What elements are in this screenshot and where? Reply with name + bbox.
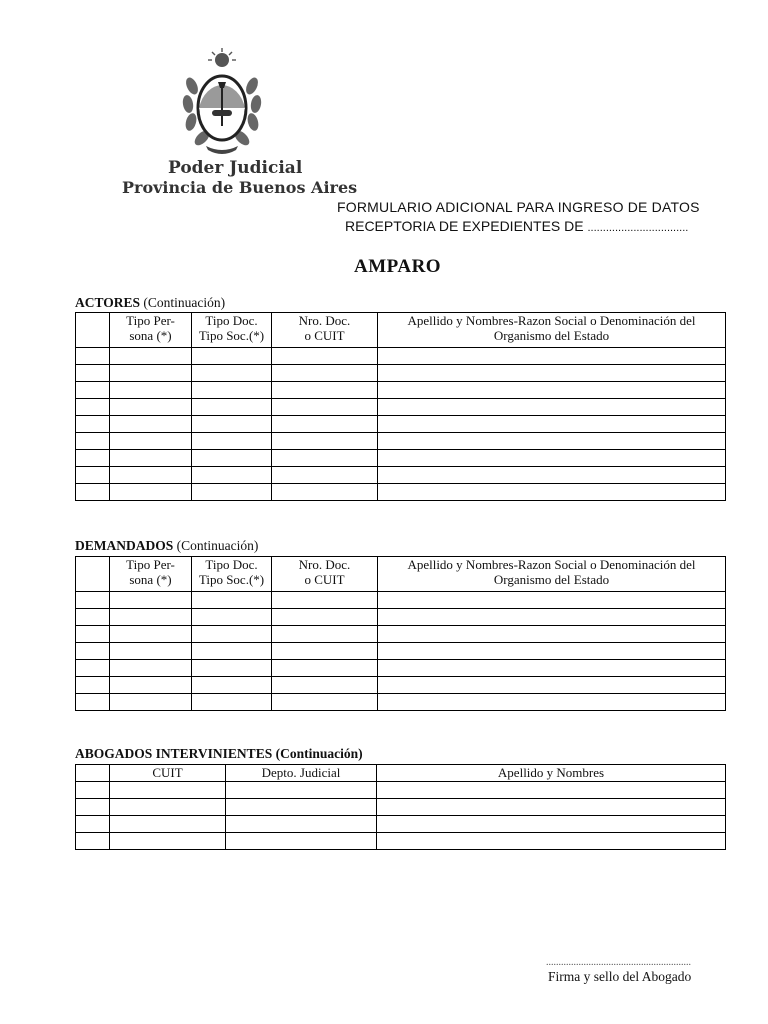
demandados-col-header: Tipo Per- sona (*) bbox=[110, 557, 192, 592]
signature-label: Firma y sello del Abogado bbox=[548, 969, 692, 984]
org-name-line2: Provincia de Buenos Aires bbox=[122, 178, 358, 197]
table-row bbox=[76, 348, 726, 365]
table-cell-input[interactable] bbox=[110, 609, 192, 626]
table-cell-input[interactable] bbox=[272, 660, 378, 677]
table-cell-input[interactable] bbox=[76, 816, 110, 833]
table-cell-input[interactable] bbox=[272, 467, 378, 484]
table-cell-input[interactable] bbox=[272, 382, 378, 399]
table-cell-input[interactable] bbox=[76, 626, 110, 643]
table-cell-input[interactable] bbox=[76, 609, 110, 626]
form-subtitle-dots: ................................. bbox=[587, 222, 689, 234]
table-row bbox=[76, 484, 726, 501]
table-cell-input[interactable] bbox=[110, 799, 226, 816]
demandados-header-row bbox=[76, 557, 726, 592]
table-cell-input[interactable] bbox=[377, 782, 726, 799]
table-cell-input[interactable] bbox=[110, 816, 226, 833]
table-cell-input[interactable] bbox=[76, 799, 110, 816]
table-cell-input[interactable] bbox=[192, 626, 272, 643]
table-cell-input[interactable] bbox=[76, 433, 110, 450]
demandados-col-header bbox=[76, 557, 110, 592]
table-cell-input[interactable] bbox=[192, 365, 272, 382]
table-cell-input[interactable] bbox=[272, 365, 378, 382]
table-cell-input[interactable] bbox=[76, 450, 110, 467]
table-cell-input[interactable] bbox=[110, 399, 192, 416]
table-cell-input[interactable] bbox=[192, 450, 272, 467]
table-cell-input[interactable] bbox=[110, 782, 226, 799]
table-cell-input[interactable] bbox=[272, 643, 378, 660]
table-cell-input[interactable] bbox=[192, 643, 272, 660]
table-cell-input[interactable] bbox=[110, 660, 192, 677]
table-cell-input[interactable] bbox=[192, 592, 272, 609]
table-cell-input[interactable] bbox=[272, 433, 378, 450]
table-cell-input[interactable] bbox=[110, 382, 192, 399]
table-cell-input[interactable] bbox=[378, 677, 726, 694]
table-cell-input[interactable] bbox=[378, 467, 726, 484]
demandados-section-title bbox=[75, 538, 258, 554]
table-cell-input[interactable] bbox=[378, 399, 726, 416]
abogados-title: ABOGADOS INTERVINIENTES bbox=[75, 746, 273, 761]
signature-line: .......................................................... bbox=[546, 957, 691, 968]
table-cell-input[interactable] bbox=[377, 799, 726, 816]
table-cell-input[interactable] bbox=[378, 660, 726, 677]
table-row bbox=[76, 433, 726, 450]
abogados-col-header bbox=[76, 765, 110, 782]
table-row bbox=[76, 450, 726, 467]
actores-header-row bbox=[76, 313, 726, 348]
table-cell-input[interactable] bbox=[110, 450, 192, 467]
table-cell-input[interactable] bbox=[226, 799, 377, 816]
table-cell-input[interactable] bbox=[76, 484, 110, 501]
table-row bbox=[76, 399, 726, 416]
table-cell-input[interactable] bbox=[110, 416, 192, 433]
form-title: FORMULARIO ADICIONAL PARA INGRESO DE DATOS bbox=[337, 199, 700, 215]
table-row bbox=[76, 799, 726, 816]
actores-col-header: Nro. Doc. o CUIT bbox=[272, 313, 378, 348]
table-cell-input[interactable] bbox=[192, 399, 272, 416]
actores-table bbox=[75, 312, 726, 501]
table-cell-input[interactable] bbox=[76, 467, 110, 484]
sun-icon bbox=[208, 48, 236, 67]
table-cell-input[interactable] bbox=[76, 660, 110, 677]
table-cell-input[interactable] bbox=[272, 348, 378, 365]
table-cell-input[interactable] bbox=[76, 416, 110, 433]
actores-col-header: Tipo Doc. Tipo Soc.(*) bbox=[192, 313, 272, 348]
page-title: AMPARO bbox=[354, 256, 442, 277]
table-cell-input[interactable] bbox=[76, 694, 110, 711]
abogados-col-header: Apellido y Nombres bbox=[377, 765, 726, 782]
table-cell-input[interactable] bbox=[192, 416, 272, 433]
table-cell-input[interactable] bbox=[76, 399, 110, 416]
table-cell-input[interactable] bbox=[378, 382, 726, 399]
table-cell-input[interactable] bbox=[192, 660, 272, 677]
table-cell-input[interactable] bbox=[378, 592, 726, 609]
table-cell-input[interactable] bbox=[76, 382, 110, 399]
actores-col-header bbox=[76, 313, 110, 348]
demandados-col-header: Apellido y Nombres-Razon Social o Denominación del Organismo del Estado bbox=[378, 557, 726, 592]
table-cell-input[interactable] bbox=[76, 348, 110, 365]
table-cell-input[interactable] bbox=[76, 833, 110, 850]
table-cell-input[interactable] bbox=[110, 484, 192, 501]
table-row bbox=[76, 677, 726, 694]
table-cell-input[interactable] bbox=[272, 484, 378, 501]
abogados-col-header: CUIT bbox=[110, 765, 226, 782]
table-row bbox=[76, 382, 726, 399]
abogados-table bbox=[75, 764, 726, 850]
table-cell-input[interactable] bbox=[110, 348, 192, 365]
table-row bbox=[76, 467, 726, 484]
table-cell-input[interactable] bbox=[192, 433, 272, 450]
table-cell-input[interactable] bbox=[378, 484, 726, 501]
table-cell-input[interactable] bbox=[378, 365, 726, 382]
table-cell-input[interactable] bbox=[226, 816, 377, 833]
table-cell-input[interactable] bbox=[378, 450, 726, 467]
table-cell-input[interactable] bbox=[378, 694, 726, 711]
table-cell-input[interactable] bbox=[76, 365, 110, 382]
table-cell-input[interactable] bbox=[272, 399, 378, 416]
table-cell-input[interactable] bbox=[76, 643, 110, 660]
table-row bbox=[76, 609, 726, 626]
table-cell-input[interactable] bbox=[192, 348, 272, 365]
table-cell-input[interactable] bbox=[192, 677, 272, 694]
abogados-section-title bbox=[75, 746, 363, 762]
table-cell-input[interactable] bbox=[110, 643, 192, 660]
table-cell-input[interactable] bbox=[110, 694, 192, 711]
org-name-line1: Poder Judicial bbox=[168, 158, 303, 178]
actores-col-header: Tipo Per- sona (*) bbox=[110, 313, 192, 348]
table-cell-input[interactable] bbox=[76, 677, 110, 694]
table-cell-input[interactable] bbox=[76, 592, 110, 609]
table-row bbox=[76, 365, 726, 382]
table-cell-input[interactable] bbox=[110, 626, 192, 643]
table-cell-input[interactable] bbox=[272, 626, 378, 643]
table-cell-input[interactable] bbox=[192, 382, 272, 399]
table-cell-input[interactable] bbox=[110, 433, 192, 450]
abogados-suffix: (Continuación) bbox=[275, 746, 363, 761]
table-row bbox=[76, 643, 726, 660]
coat-of-arms-seal bbox=[178, 46, 266, 158]
table-cell-input[interactable] bbox=[192, 484, 272, 501]
table-cell-input[interactable] bbox=[272, 592, 378, 609]
abogados-header-row bbox=[76, 765, 726, 782]
form-subtitle-text: RECEPTORIA DE EXPEDIENTES DE bbox=[345, 218, 584, 234]
actores-suffix: (Continuación) bbox=[143, 295, 226, 310]
table-cell-input[interactable] bbox=[192, 694, 272, 711]
table-cell-input[interactable] bbox=[110, 365, 192, 382]
table-cell-input[interactable] bbox=[378, 609, 726, 626]
table-cell-input[interactable] bbox=[377, 833, 726, 850]
table-cell-input[interactable] bbox=[192, 467, 272, 484]
demandados-table bbox=[75, 556, 726, 711]
demandados-suffix: (Continuación) bbox=[176, 538, 259, 553]
table-cell-input[interactable] bbox=[110, 467, 192, 484]
table-cell-input[interactable] bbox=[226, 833, 377, 850]
table-cell-input[interactable] bbox=[272, 450, 378, 467]
table-cell-input[interactable] bbox=[378, 626, 726, 643]
table-cell-input[interactable] bbox=[272, 609, 378, 626]
table-row bbox=[76, 694, 726, 711]
table-cell-input[interactable] bbox=[192, 609, 272, 626]
table-row bbox=[76, 816, 726, 833]
table-row bbox=[76, 833, 726, 850]
table-cell-input[interactable] bbox=[76, 782, 110, 799]
table-cell-input[interactable] bbox=[272, 694, 378, 711]
table-row bbox=[76, 660, 726, 677]
abogados-col-header: Depto. Judicial bbox=[226, 765, 377, 782]
table-cell-input[interactable] bbox=[110, 592, 192, 609]
table-row bbox=[76, 592, 726, 609]
actores-section-title bbox=[75, 295, 225, 311]
actores-title: ACTORES bbox=[75, 295, 141, 310]
table-cell-input[interactable] bbox=[226, 782, 377, 799]
table-cell-input[interactable] bbox=[378, 433, 726, 450]
table-cell-input[interactable] bbox=[378, 416, 726, 433]
demandados-col-header: Nro. Doc. o CUIT bbox=[272, 557, 378, 592]
table-row bbox=[76, 416, 726, 433]
actores-col-header: Apellido y Nombres-Razon Social o Denominación del Organismo del Estado bbox=[378, 313, 726, 348]
table-cell-input[interactable] bbox=[272, 416, 378, 433]
table-row bbox=[76, 626, 726, 643]
table-cell-input[interactable] bbox=[378, 643, 726, 660]
table-cell-input[interactable] bbox=[377, 816, 726, 833]
demandados-title: DEMANDADOS bbox=[75, 538, 174, 553]
demandados-col-header: Tipo Doc. Tipo Soc.(*) bbox=[192, 557, 272, 592]
table-cell-input[interactable] bbox=[110, 677, 192, 694]
form-subtitle bbox=[345, 218, 688, 234]
table-cell-input[interactable] bbox=[378, 348, 726, 365]
table-cell-input[interactable] bbox=[272, 677, 378, 694]
table-cell-input[interactable] bbox=[110, 833, 226, 850]
table-row bbox=[76, 782, 726, 799]
